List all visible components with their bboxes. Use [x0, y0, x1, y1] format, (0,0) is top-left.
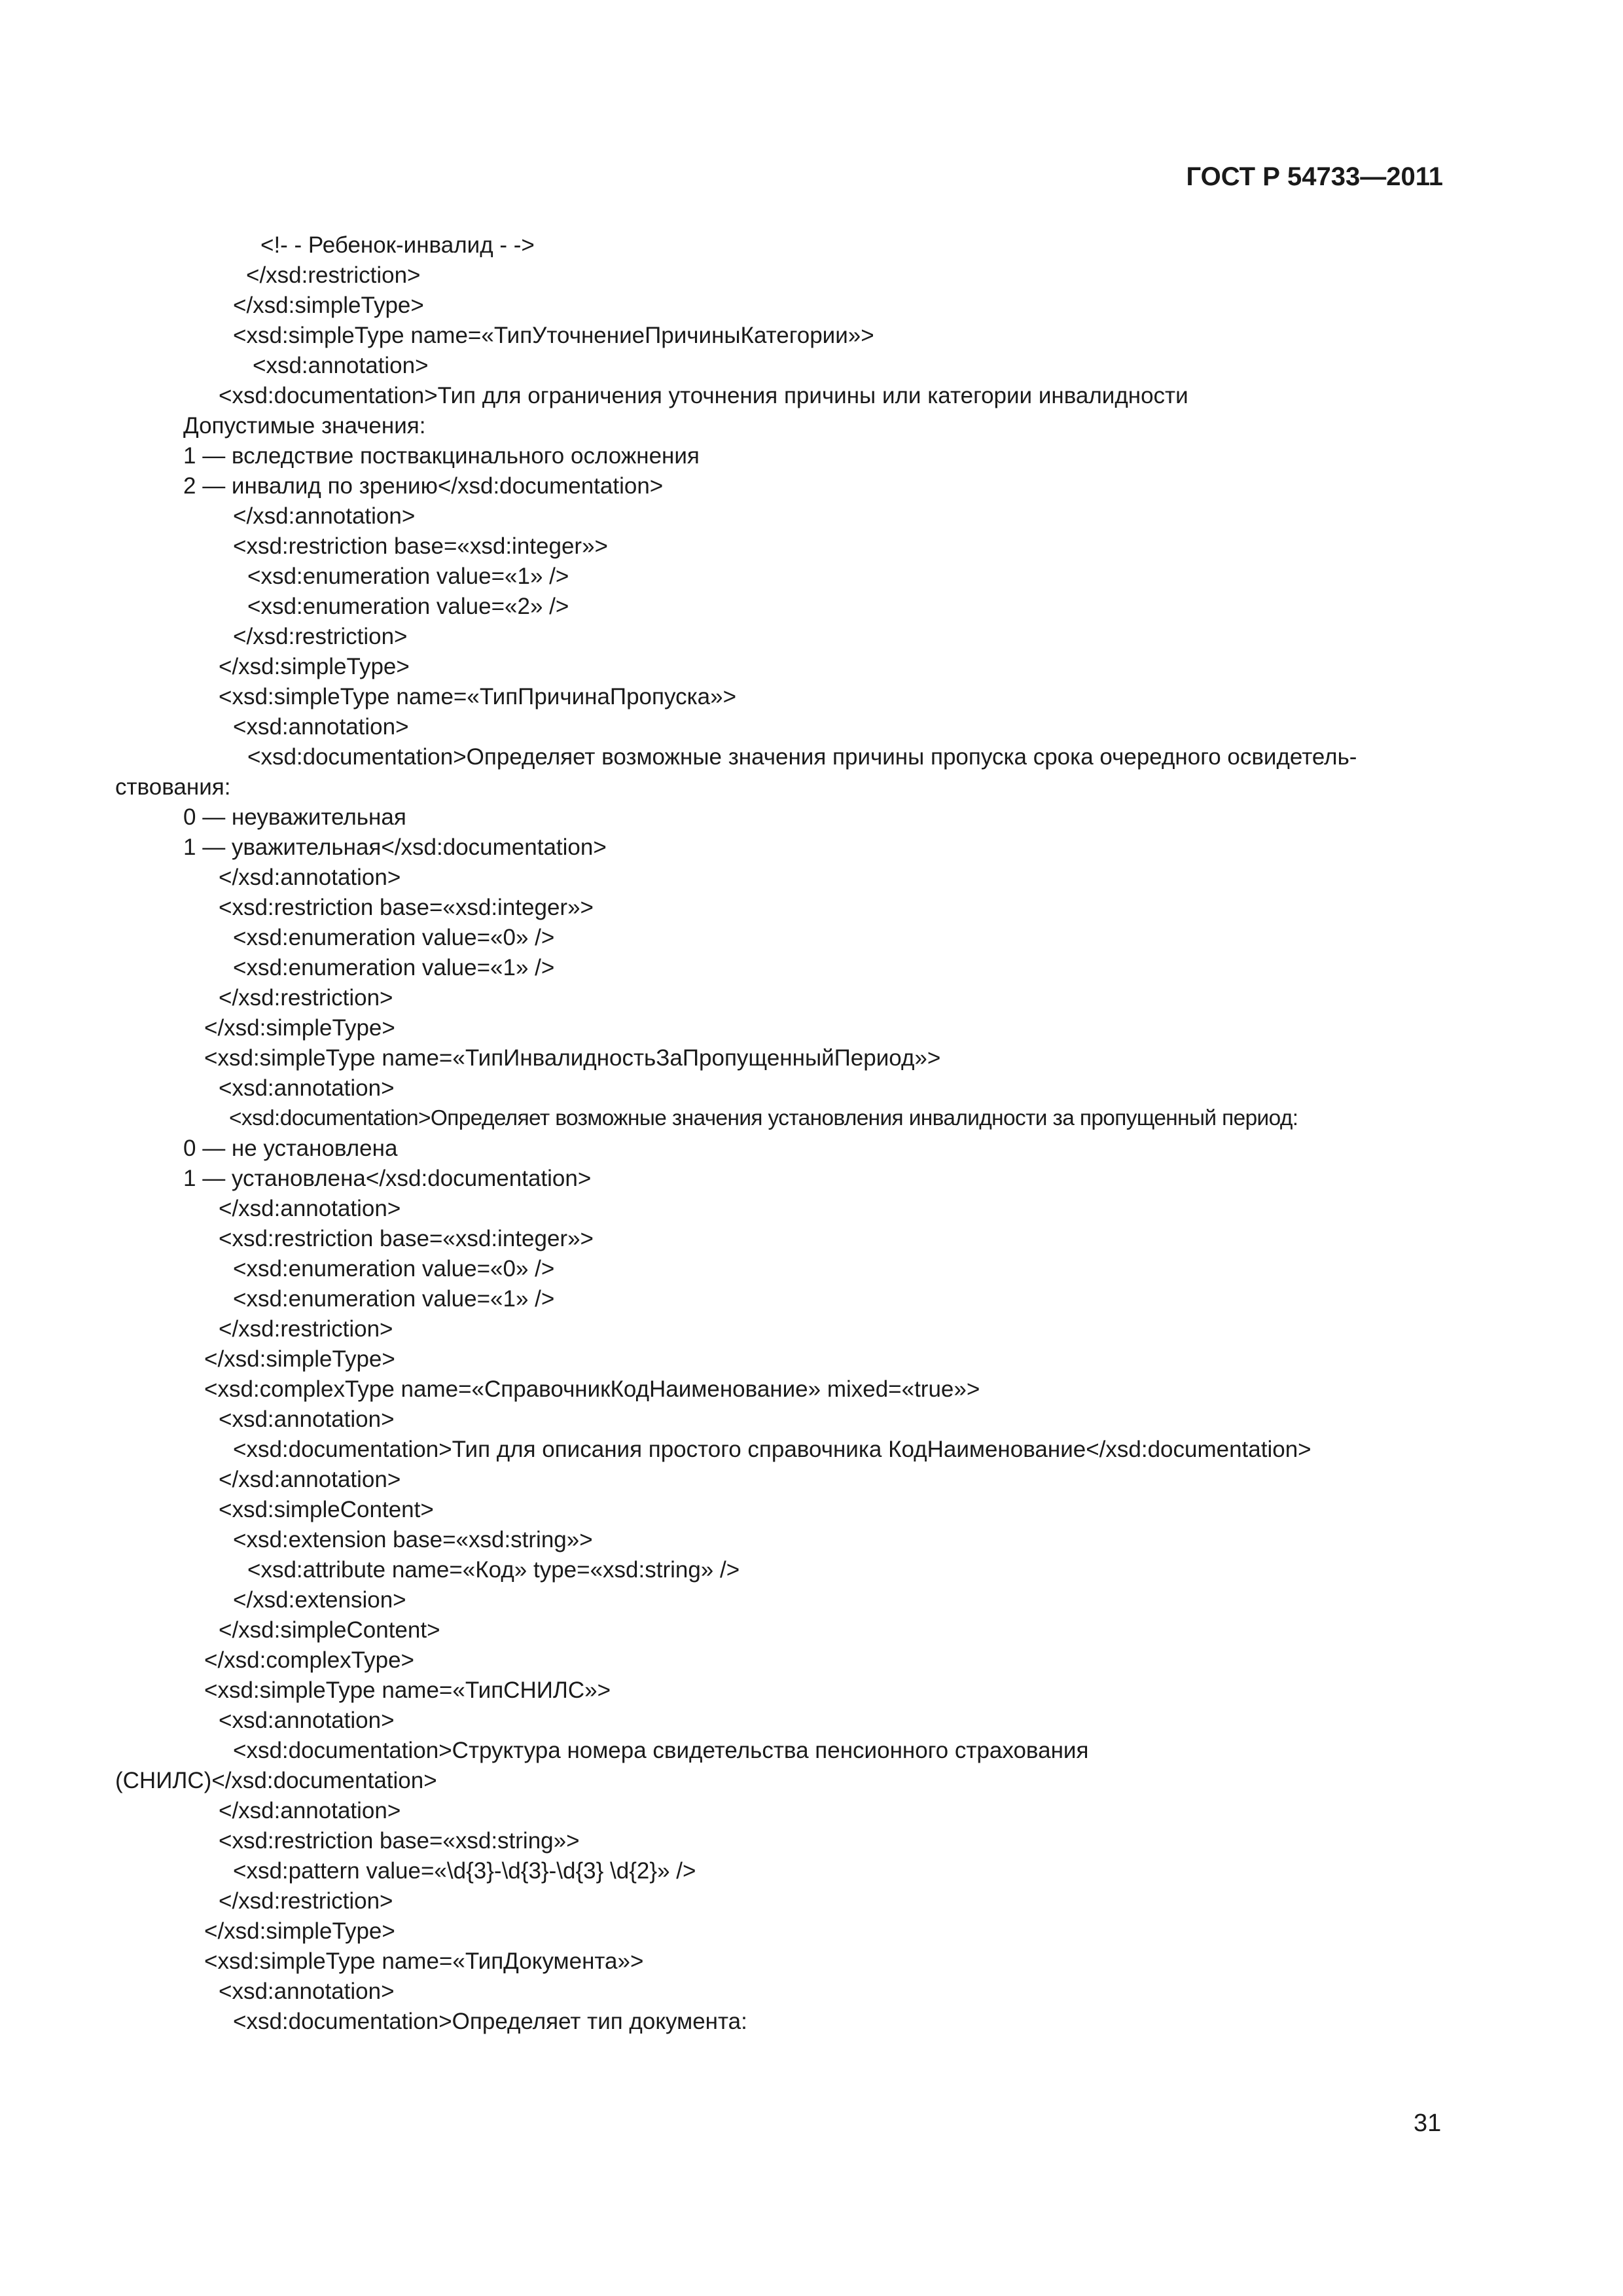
code-line: <xsd:extension base=«xsd:string»> [233, 1527, 593, 1552]
code-line: </xsd:simpleType> [204, 1015, 395, 1041]
code-line: <xsd:enumeration value=«0» /> [233, 1256, 555, 1282]
code-line: <xsd:documentation>Определяет возможные значения причины пропуска срока очередного освидетель- [247, 744, 1357, 770]
code-line: </xsd:extension> [233, 1587, 406, 1613]
code-line: </xsd:annotation> [219, 1467, 401, 1492]
code-line: <xsd:enumeration value=«1» /> [233, 955, 555, 980]
code-line: <xsd:documentation>Тип для ограничения уточнения причины или категории инвалидности [219, 383, 1188, 408]
code-line: <xsd:annotation> [219, 1075, 395, 1101]
code-line: <xsd:annotation> [219, 1407, 395, 1432]
page-number: 31 [1414, 2109, 1442, 2137]
code-line: </xsd:annotation> [219, 1798, 401, 1823]
code-line: <xsd:simpleType name=«ТипИнвалидностьЗаПропущенныйПериод»> [204, 1045, 941, 1071]
code-line: 1 — установлена</xsd:documentation> [183, 1166, 592, 1191]
code-line: <xsd:restriction base=«xsd:string»> [219, 1828, 580, 1854]
code-line: <xsd:simpleType name=«ТипДокумента»> [204, 1948, 644, 1974]
code-line: (СНИЛС)</xsd:documentation> [115, 1768, 437, 1793]
code-line: </xsd:restriction> [219, 1888, 393, 1914]
code-line: <xsd:pattern value=«\d{3}-\d{3}-\d{3} \d{2}» /> [233, 1858, 696, 1884]
code-line: 1 — уважительная</xsd:documentation> [183, 834, 607, 860]
code-line: <xsd:documentation>Определяет тип документа: [233, 2009, 747, 2034]
code-line: ствования: [115, 774, 231, 800]
code-line: <xsd:annotation> [233, 714, 409, 740]
code-line: <xsd:annotation> [219, 1979, 395, 2004]
code-line: </xsd:simpleContent> [219, 1617, 440, 1643]
code-line: 0 — неуважительная [183, 804, 406, 830]
code-line: 0 — не установлена [183, 1136, 398, 1161]
code-line: <xsd:enumeration value=«2» /> [247, 594, 569, 619]
code-line: </xsd:restriction> [219, 985, 393, 1011]
code-line: <xsd:enumeration value=«1» /> [233, 1286, 555, 1312]
code-line: </xsd:annotation> [219, 1196, 401, 1221]
code-line: </xsd:simpleType> [204, 1918, 395, 1944]
code-line: <xsd:annotation> [253, 353, 429, 378]
code-line: <xsd:annotation> [219, 1708, 395, 1733]
code-line: </xsd:restriction> [246, 262, 421, 288]
code-line: 1 — вследствие поствакцинального осложнения [183, 443, 700, 469]
code-line: <xsd:simpleContent> [219, 1497, 434, 1522]
code-line: </xsd:simpleType> [204, 1346, 395, 1372]
code-line: <xsd:documentation>Тип для описания простого справочника КодНаименование</xsd:documentation> [233, 1437, 1311, 1462]
code-line: <xsd:simpleType name=«ТипУточнениеПричиныКатегории»> [233, 323, 874, 348]
code-line: </xsd:complexType> [204, 1647, 414, 1673]
code-line: </xsd:annotation> [233, 503, 416, 529]
code-line: <xsd:restriction base=«xsd:integer»> [219, 1226, 594, 1251]
code-line: <xsd:simpleType name=«ТипПричинаПропуска»> [219, 684, 737, 709]
code-line: <xsd:complexType name=«СправочникКодНаименование» mixed=«true»> [204, 1376, 980, 1402]
code-line: <xsd:attribute name=«Код» type=«xsd:string» /> [247, 1557, 740, 1583]
code-line: <!- - Ребенок-инвалид - -> [260, 232, 535, 258]
code-line: </xsd:restriction> [219, 1316, 393, 1342]
code-line: <xsd:documentation>Структура номера свидетельства пенсионного страхования [233, 1738, 1089, 1763]
code-line: <xsd:documentation>Определяет возможные значения установления инвалидности за пропущенный период: [229, 1106, 1298, 1130]
code-line: 2 — инвалид по зрению</xsd:documentation> [183, 473, 664, 499]
code-line: <xsd:enumeration value=«0» /> [233, 925, 555, 950]
code-line: <xsd:restriction base=«xsd:integer»> [219, 895, 594, 920]
code-line: </xsd:simpleType> [233, 293, 424, 318]
code-line: <xsd:enumeration value=«1» /> [247, 564, 569, 589]
code-line: Допустимые значения: [183, 413, 426, 439]
code-line: <xsd:restriction base=«xsd:integer»> [233, 533, 608, 559]
code-line: </xsd:simpleType> [219, 654, 410, 679]
document-standard-header: ГОСТ Р 54733—2011 [1186, 162, 1443, 191]
code-line: </xsd:restriction> [233, 624, 408, 649]
code-line: </xsd:annotation> [219, 865, 401, 890]
code-line: <xsd:simpleType name=«ТипСНИЛС»> [204, 1677, 611, 1703]
